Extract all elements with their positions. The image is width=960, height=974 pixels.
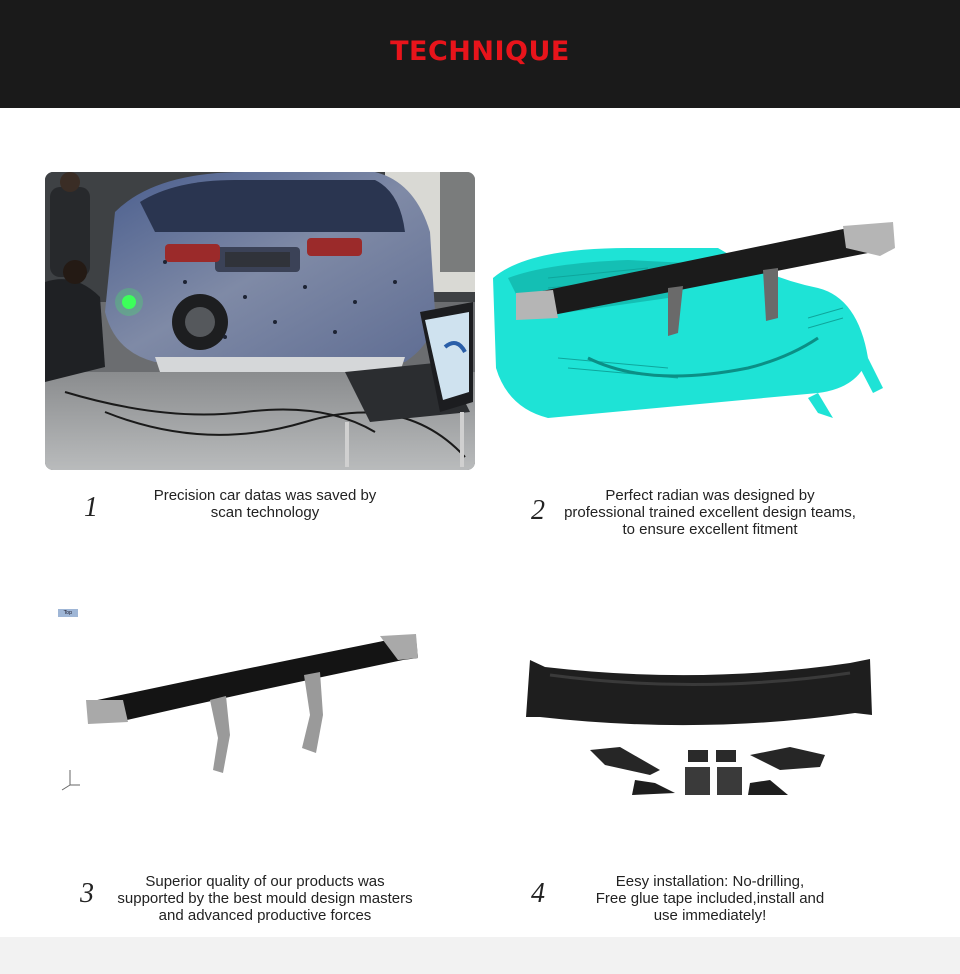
- step-4-line-3: use immediately!: [653, 907, 767, 924]
- wing-kit-parts: [520, 655, 880, 805]
- step-4-line-2: Free glue tape included,install and: [595, 890, 825, 907]
- step-2-number: 2: [531, 495, 545, 526]
- step-3-caption: [95, 873, 435, 924]
- step-1-line-1: Precision car datas was saved by: [153, 487, 377, 504]
- step-2-caption: [540, 487, 880, 538]
- step-3-line-3: and advanced productive forces: [158, 907, 372, 924]
- page-footer: [0, 937, 960, 974]
- step-1-caption: [110, 487, 420, 521]
- step-1-line-2: scan technology: [210, 504, 320, 521]
- step-2-line-1: Perfect radian was designed by: [605, 487, 815, 504]
- step-4-number: 4: [531, 878, 545, 909]
- cad-view-label: Top: [58, 609, 78, 617]
- page-header: [0, 0, 960, 108]
- step-2-line-2: professional trained excellent design teams,: [564, 504, 856, 521]
- step-3-number: 3: [80, 878, 94, 909]
- page-title: TECHNIQUE: [390, 36, 570, 67]
- step-2-line-3: to ensure excellent fitment: [622, 521, 798, 538]
- step-3-line-2: supported by the best mould design masters: [117, 890, 413, 907]
- car-scan-photo: [45, 172, 475, 470]
- step-4-line-1: Eesy installation: No-drilling,: [615, 873, 805, 890]
- cad-model-render: [488, 218, 898, 428]
- step-4-caption: [575, 873, 845, 924]
- step-1-number: 1: [84, 492, 98, 523]
- step-3-line-1: Superior quality of our products was: [145, 873, 385, 890]
- wing-3d-model: [58, 630, 423, 795]
